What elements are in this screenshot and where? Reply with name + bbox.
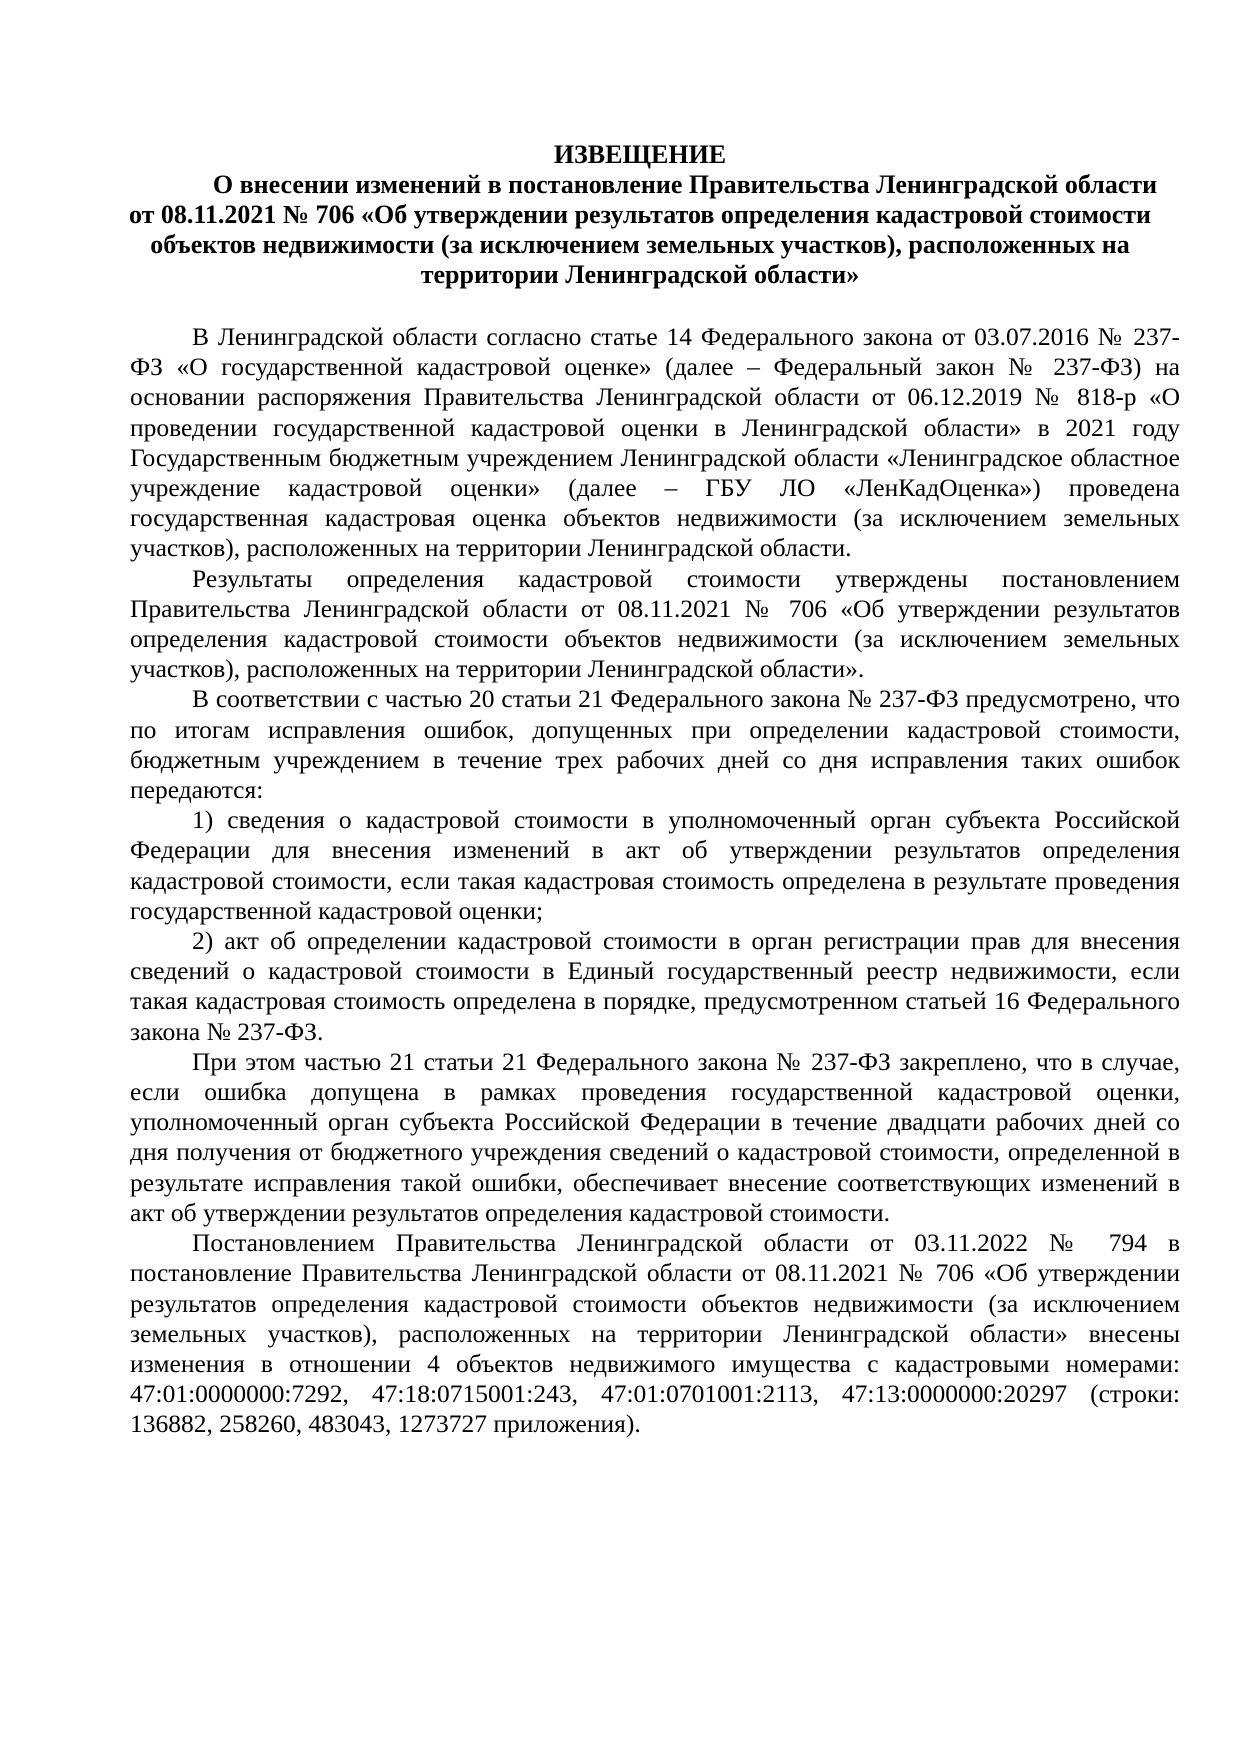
paragraph-amendments: Постановлением Правительства Ленинградской области от 03.11.2022 № 794 в постановление Правительства Ленинградской области от 08.11.2021 № 706 «Об утверждении результатов определения кадастровой стоимости объектов недвижимости (за исключением земельных участков), расположенных на территории Ленинградской области» внесены изменения в отношении 4 объектов недвижимого имущества с кадастровыми номерами: 47:01:0000000:7292, 47:18:0715001:243, 47:01:0701001:2113, 47:13:0000000:20297 (строки: 136882, 258260, 483043, 1273727 приложения). <box>130 1228 1180 1439</box>
notice-header <box>110 140 1170 290</box>
paragraph-results: Результаты определения кадастровой стоимости утверждены постановлением Правительства Ленинградской области от 08.11.2021 № 706 «Об утверждении результатов определения кадастровой стоимости объектов недвижимости (за исключением земельных участков), расположенных на территории Ленинградской области». <box>130 563 1180 684</box>
paragraph-law-part-20: В соответствии с частью 20 статьи 21 Федерального закона № 237-ФЗ предусмотрено, что по итогам исправления ошибок, допущенных при определении кадастровой стоимости, бюджетным учреждением в течение трех рабочих дней со дня исправления таких ошибок передаются: <box>130 684 1180 805</box>
document-body <box>130 322 1180 1440</box>
paragraph-assessment: В Ленинградской области согласно статье 14 Федерального закона от 03.07.2016 № 237-ФЗ «О государственной кадастровой оценке» (далее – Федеральный закон № 237-ФЗ) на основании распоряжения Правительства Ленинградской области от 06.12.2019 № 818-р «О проведении государственной кадастровой оценки в Ленинградской области» в 2021 году Государственным бюджетным учреждением Ленинградской области «Ленинградское областное учреждение кадастровой оценки» (далее – ГБУ ЛО «ЛенКадОценка») проведена государственная кадастровая оценка объектов недвижимости (за исключением земельных участков), расположенных на территории Ленинградской области. <box>130 322 1180 563</box>
paragraph-item-2: 2) акт об определении кадастровой стоимости в орган регистрации прав для внесения сведений о кадастровой стоимости в Единый государственный реестр недвижимости, если такая кадастровая стоимость определена в порядке, предусмотренном статьей 16 Федерального закона № 237-ФЗ. <box>130 926 1180 1046</box>
paragraph-item-1: 1) сведения о кадастровой стоимости в уполномоченный орган субъекта Российской Федерации для внесения изменений в акт об утверждении результатов определения кадастровой стоимости, если такая кадастровая стоимость определена в результате проведения государственной кадастровой оценки; <box>130 805 1180 925</box>
notice-title: ИЗВЕЩЕНИЕ <box>553 140 727 169</box>
notice-subtitle: О внесении изменений в постановление Правительства Ленинградской области от 08.11.2021 № 706 «Об утверждении результатов определения кадастровой стоимости объектов недвижимости (за исключением земельных участков), расположенных на территории Ленинградской области» <box>128 170 1158 289</box>
paragraph-law-part-21: При этом частью 21 статьи 21 Федерального закона № 237-ФЗ закреплено, что в случае, если ошибка допущена в рамках проведения государственной кадастровой оценки, уполномоченный орган субъекта Российской Федерации в течение двадцати рабочих дней со дня получения от бюджетного учреждения сведений о кадастровой стоимости, определенной в результате исправления такой ошибки, обеспечивает внесение соответствующих изменений в акт об утверждении результатов определения кадастровой стоимости. <box>130 1046 1180 1227</box>
